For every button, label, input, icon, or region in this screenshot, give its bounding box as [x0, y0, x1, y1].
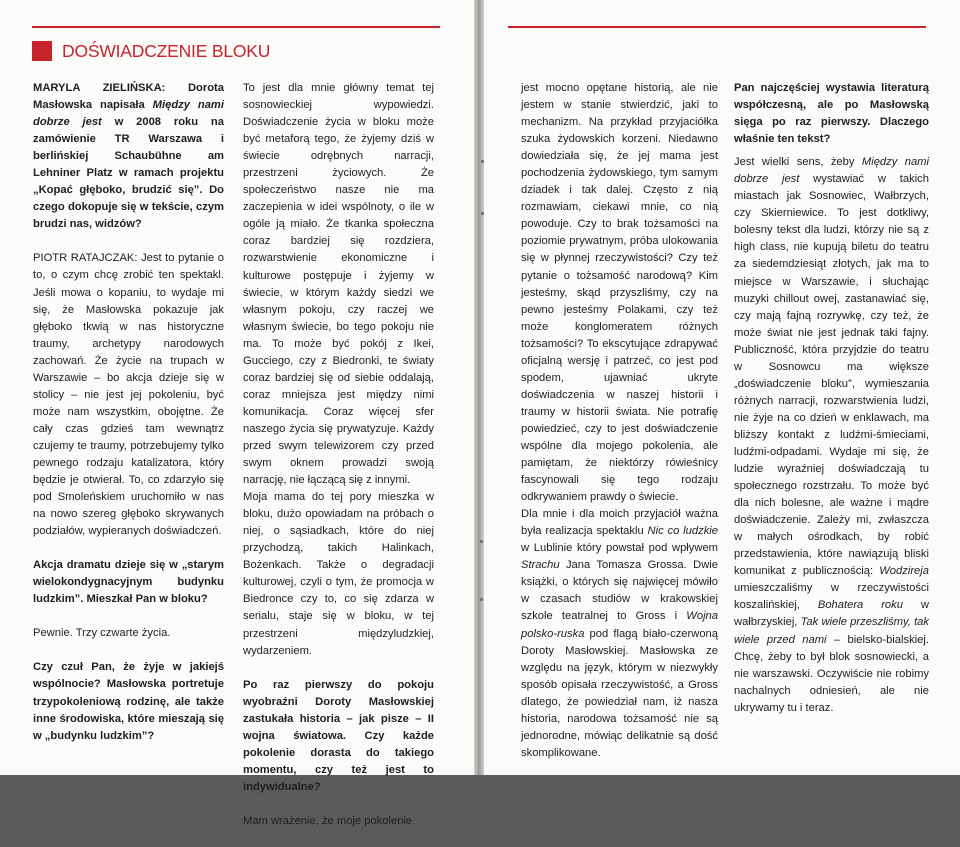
play-title: Między nami dobrze jest — [33, 99, 224, 129]
play-title: Nic co ludzkie — [647, 525, 719, 538]
left-page — [0, 0, 474, 827]
answer-paragraph: Jest wielki sens, żeby Między nami dobrze jest wystawiać w takich miastach jak Sosnowiec, Wałbrzych, czy Skierniewice. To jest dotkliwy, bolesny tekst dla ludzi, którzy nie są z high class, nie kupują biletu do teatru za siedemdziesiąt złotych, jak ma to miejsce w Warszawie, i słuchając muzyki chillout owej, zastanawiać się, czy mają fajną rozrywkę, czy też, że może świat nie jest jednak taki fajny. Publiczność, która przyjdzie do teatru w Sosnowcu ma większe „doświadczenie bloku”, wymieszania różnych narracji, rozwarstwienia ludzi, nie żyje na co dzień w enklawach, ma bliższy kontakt z ludźmi-śmieciami, ludźmi-odpadami. Wydaje mi się, że ludzie wyraźniej doświadczają tu społecznego rozstrzału. To może być dla nich bolesne, ale ważne i mądre doświadczenie. Zależy mi, zwłaszcza w małych ośrodkach, by robić przedstawienia, które nawiązują bliski komunikat z publicznością: Wodzireja umieszczaliśmy w rzeczywistości koszalińskiej, Bohatera roku w wałbrzyskiej, Tak wiele przeszliśmy, tak wiele przed nami – bielsko-bialskiej. Chcę, żeby to był blok sosnowiecki, a nie warszawski. Oczywiście nie robimy nachalnych odniesień, ale nie ukrywamy tu i teraz. — [734, 156, 930, 714]
answer-paragraph: Mam wrażenie, że moje pokolenie — [243, 814, 413, 827]
print-speck — [480, 540, 483, 543]
question-paragraph: Po raz pierwszy do pokoju wyobraźni Doroty Masłowskiej zastukała historia – jak pisze – II wojna światowa. Czy każde pokolenie dorasta do takiego momentu, czy też jest to indywidualne? — [243, 678, 434, 793]
print-speck — [480, 598, 483, 601]
column-2 — [243, 80, 434, 847]
answer-paragraph: PIOTR RATAJCZAK: Jest to pytanie o to, o czym chcę zrobić ten spektakl. Jeśli mowa o kopaniu, to wydaje mi się, że Masłowska pokazuje jak głęboko tkwią w nas historyczne traumy, archetypy narodowych zachowań. Że życie na trupach w Warszawie – bo akcja dzieje się w stolicy – nie jest jej pokoleniu, być może nam wszystkim, obojętne. Że cały czas gdzieś tam wewnątrz czujemy te traumy, potrzebujemy tylko pewnego rodzaju katalizatora, który będzie je otwierał. To, co zdarzyło się pod Smoleńskiem uruchomiło w nas na nowo szereg głęboko skrywanych podziałów, wypieranych doświadczeń. — [33, 252, 224, 538]
play-title: Między nami dobrze jest — [734, 156, 929, 186]
play-title: Tak wiele przeszliśmy, tak wiele przed nami — [734, 616, 929, 646]
answer-paragraph: Pewnie. Trzy czwarte życia. — [33, 627, 171, 640]
top-rule — [32, 26, 440, 28]
intro-question: MARYLA ZIELIŃSKA: Dorota Masłowska napisała Między nami dobrze jest w 2008 roku na zamówienie TR Warszawa i berlińskiej Schaubühne am Lehniner Platz w ramach projektu „Kopać głęboko, brudzić się”. Do czego dokopuje się w tekście, czym brudzi nas, widzów? — [33, 82, 224, 231]
play-title: Bohatera roku — [817, 599, 903, 612]
column-4 — [734, 80, 929, 734]
play-title: Wodzireja — [879, 565, 929, 578]
answer-paragraph: Moja mama do tej pory mieszka w bloku, dużo opowiadam na próbach o niej, o sąsiadkach, które do niej przychodzą, takich Halinkach, Bożenkach. Także o degradacji kulturowej, czyli o tym, że promocja w Biedronce czy to, co się zdarza w serialu, staje się w bloku, w tej przestrzeni międzyludzkiej, wydarzeniem. — [243, 491, 434, 657]
print-speck — [481, 160, 484, 163]
book-title: Strachu — [521, 559, 560, 572]
section-badge-icon — [32, 41, 52, 61]
column-1 — [33, 80, 224, 762]
book-gutter — [474, 0, 484, 775]
question-paragraph: Czy czuł Pan, że żyje w jakiejś wspólnocie? Masłowska portretuje trzypokoleniową rodzinę, ale także inne środowiska, które mieszają się w „budynku ludzkim”? — [33, 661, 224, 742]
book-title: Wojna polsko-ruska — [521, 610, 718, 640]
section-title: DOŚWIADCZENIE BLOKU — [62, 41, 271, 61]
answer-paragraph: Dla mnie i dla moich przyjaciół ważna była realizacja spektaklu Nic co ludzkie w Lublinie który powstał pod wpływem Strachu Jana Tomasza Grossa. Dwie książki, o których się najwięcej mówiło w czasach studiów w krakowskiej szkole teatralnej to Gross i Wojna polsko-ruska pod flagą biało-czerwoną Doroty Masłowskiej. Masłowska ze względu na język, którym w niezwykły sposób opisała rzeczywistość, a Gross dlatego, że powiedział nam, iż nasza historia, narodowa tożsamość nie są jednorodne, mówiąc delikatnie są dość skomplikowane. — [521, 508, 719, 759]
question-paragraph: Akcja dramatu dzieje się w „starym wielokondygnacyjnym budynku ludzkim”. Mieszkał Pan w bloku? — [33, 559, 224, 606]
print-speck — [481, 212, 484, 215]
speaker-name: MARYLA ZIELIŃSKA: — [33, 82, 166, 94]
column-3 — [521, 80, 718, 779]
right-page — [484, 0, 960, 775]
answer-paragraph: To jest dla mnie główny temat tej sosnowieckiej wypowiedzi. Doświadczenie życia w bloku może być metaforą tego, że żyjemy dziś w świecie odrębnych narracji, przestrzeni życiowych. Że społeczeństwo nasze nie ma zaczepienia w idei wspólnoty, o ile w ogóle ją miało. Że tkanka społeczna coraz bardziej się rozdziera, rozwarstwienie ekonomiczne i kulturowe postępuje i żyjemy w świecie, w którym każdy siedzi we własnym pokoju, czy raczej we własnym świecie, bo tego pokoju nie ma. To może być pokój z Ikei, Gucciego, czy z Biedronki, te światy coraz bardziej się od siebie oddalają, coraz mniejsza jest między nimi komunikacja. Coraz więcej sfer naszego życia się prywatyzuje. Każdy przed swym telewizorem czy przed swym oknem prowadzi swoją narrację, nie łączącą się z innymi. — [243, 82, 434, 487]
question-paragraph: Pan najczęściej wystawia literaturą współczesną, ale po Masłowską sięga po raz pierwszy. Dlaczego właśnie ten tekst? — [734, 82, 929, 146]
top-rule — [508, 26, 926, 28]
answer-paragraph: jest mocno opętane historią, ale nie jestem w stanie stwierdzić, jaki to mechanizm. Na przykład przyjaciółka szuka żydowskich korzeni. Niedawno dowiedziała się, że jej mama jest pochodzenia żydowskiego, tym samym dziadek i tak dalej. Często z nią rozmawiam, ciekawi mnie, co nią powoduje. Czy to brak tożsamości na poziomie prywatnym, próba ulokowania się w płynnej rzeczywistości? Czy też pytanie o tożsamość narodową? Kim jesteśmy, skąd przyszliśmy, czy na pewno jesteśmy Polakami, czy też może konglomeratem różnych tożsamości? To ekscytujące zdrapywać oficjalną wersję i patrzeć, co jest pod spodem, ujawniać ukryte doświadczenia w naszej historii i traumy w historii świata. Nie potrafię powiedzieć, czy to jest doświadczenie wspólne dla mojego pokolenia, ale pamiętam, że niektórzy rówieśnicy fascynowali się tego rodzaju odkrywaniem prawdy o świecie. — [521, 82, 718, 504]
